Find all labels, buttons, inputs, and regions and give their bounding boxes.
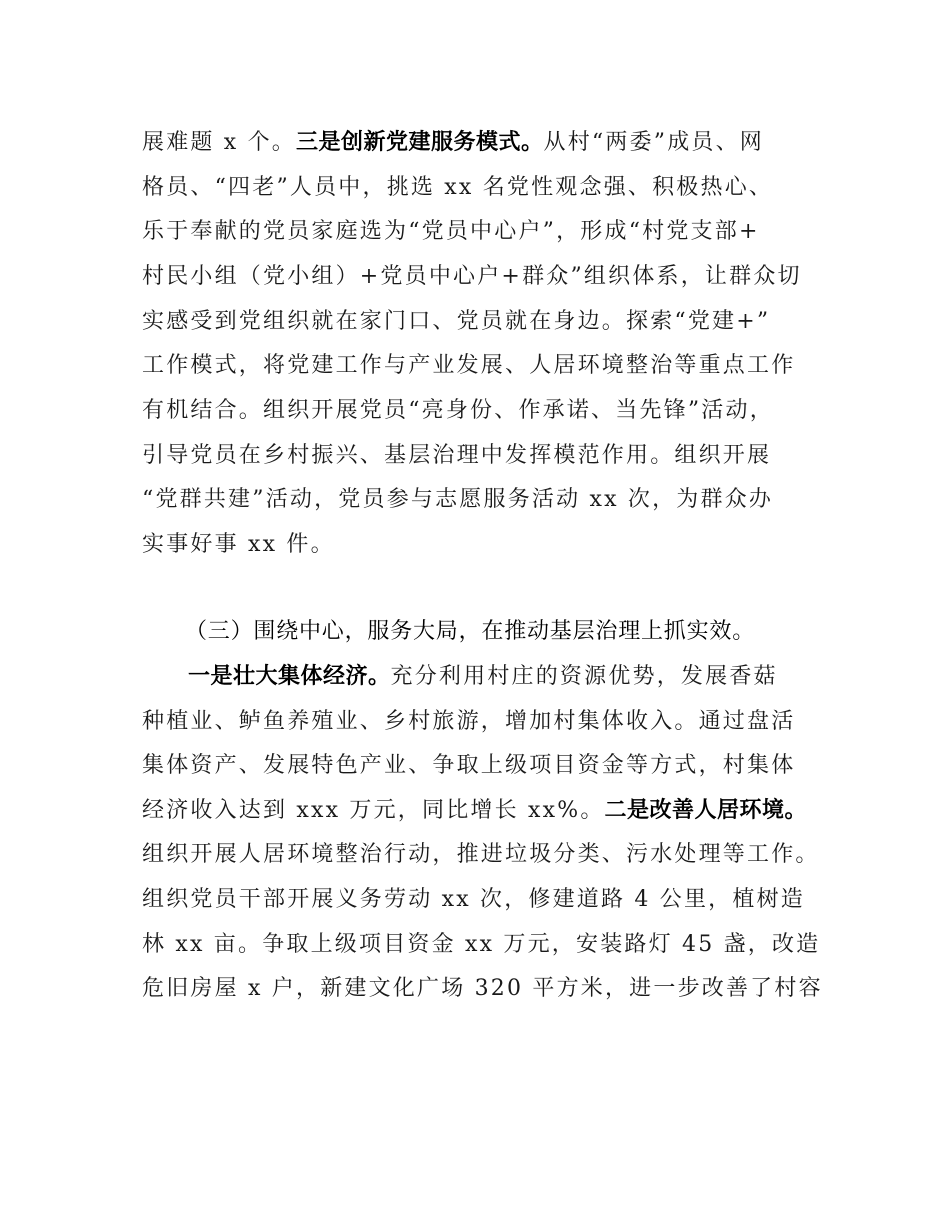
body-text: 展难题 x 个。 <box>142 130 296 155</box>
paragraph-line: 实感受到党组织就在家门口、党员就在身边。探索“党建+” <box>142 309 771 334</box>
paragraph-line: 格员、“四老”人员中，挑选 xx 名党性观念强、积极热心、 <box>142 175 774 200</box>
paragraph-line: 种植业、鲈鱼养殖业、乡村旅游，增加村集体收入。通过盘活 <box>142 709 796 734</box>
paragraph-line: “党群共建”活动，党员参与志愿服务活动 xx 次，为群众办 <box>142 487 774 512</box>
paragraph-line: 乐于奉献的党员家庭选为“党员中心户”，形成“村党支部+ <box>142 219 760 244</box>
bold-lead-phrase: 三是创新党建服务模式。 <box>296 130 544 155</box>
paragraph-line: 危旧房屋 x 户，新建文化广场 320 平方米，进一步改善了村容 <box>142 976 823 1001</box>
paragraph-line: 有机结合。组织开展党员“亮身份、作承诺、当先锋”活动， <box>142 398 774 423</box>
paragraph-line <box>142 796 807 826</box>
paragraph-line: 集体资产、发展特色产业、争取上级项目资金等方式，村集体 <box>142 753 796 778</box>
bold-lead-phrase: 二是改善人居环境。 <box>604 798 808 823</box>
paragraph-line: 组织党员干部开展义务劳动 xx 次，修建道路 4 公里，植树造 <box>142 887 805 912</box>
bold-lead-phrase: 一是壮大集体经济。 <box>188 664 391 689</box>
section-heading: （三）围绕中心，服务大局，在推动基层治理上抓实效。 <box>185 619 756 644</box>
paragraph-line: 实事好事 xx 件。 <box>142 532 335 557</box>
paragraph-line: 林 xx 亩。争取上级项目资金 xx 万元，安装路灯 45 盏，改造 <box>142 932 821 957</box>
paragraph-line: 工作模式，将党建工作与产业发展、人居环境整治等重点工作 <box>142 353 796 378</box>
body-text: 从村“两委”成员、网 <box>543 130 765 155</box>
paragraph-line <box>142 128 764 158</box>
paragraph-line: 组织开展人居环境整治行动，推进垃圾分类、污水处理等工作。 <box>142 842 820 867</box>
body-text: 充分利用村庄的资源优势，发展香菇 <box>390 664 778 689</box>
paragraph-line: 引导党员在乡村振兴、基层治理中发挥模范作用。组织开展 <box>142 443 772 468</box>
paragraph-line <box>188 662 778 692</box>
body-text: 经济收入达到 xxx 万元，同比增长 xx%。 <box>142 798 605 823</box>
paragraph-line: 村民小组（党小组）+党员中心户+群众”组织体系，让群众切 <box>142 264 802 289</box>
